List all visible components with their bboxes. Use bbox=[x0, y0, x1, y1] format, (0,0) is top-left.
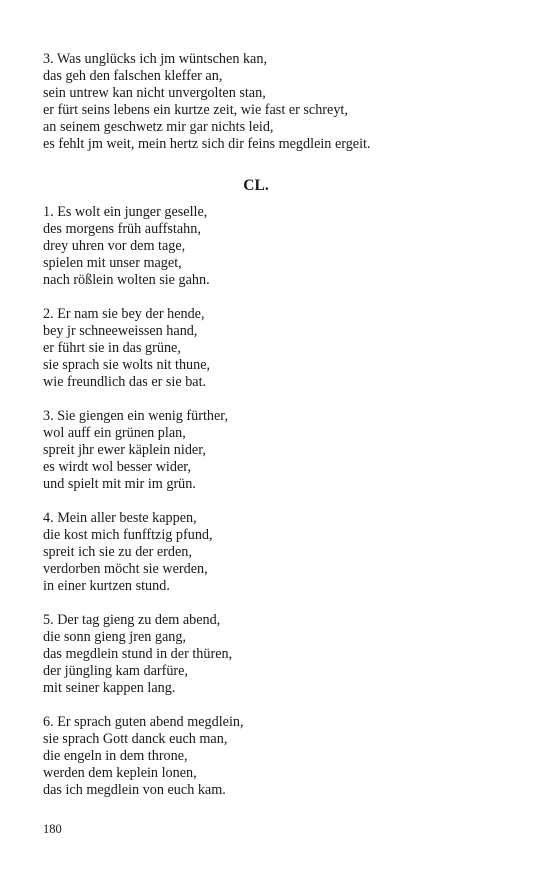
verse-line: 2. Er nam sie bey der hende, bbox=[43, 306, 205, 322]
verse-line: mit seiner kappen lang. bbox=[43, 680, 176, 696]
verse-line: die sonn gieng jren gang, bbox=[43, 629, 187, 645]
verse-line: 3. Was unglücks ich jm wüntschen kan, bbox=[43, 51, 267, 67]
stanza-4 bbox=[43, 510, 513, 595]
verse-line: wie freundlich das er sie bat. bbox=[43, 374, 207, 390]
page-body bbox=[43, 51, 513, 799]
previous-song-stanza-3 bbox=[43, 51, 513, 153]
verse-line: an seinem geschwetz mir gar nichts leid, bbox=[43, 119, 274, 135]
page-number: 180 bbox=[43, 822, 62, 836]
verse-line: bey jr schneeweissen hand, bbox=[43, 323, 198, 339]
verse-line: 4. Mein aller beste kappen, bbox=[43, 510, 197, 526]
verse-line: es fehlt jm weit, mein hertz sich dir feins megdlein ergeit. bbox=[43, 136, 371, 152]
verse-line: und spielt mit mir im grün. bbox=[43, 476, 196, 492]
verse-line: wol auff ein grünen plan, bbox=[43, 425, 186, 441]
verse-line: 3. Sie giengen ein wenig fürther, bbox=[43, 408, 228, 424]
verse-line: die kost mich funfftzig pfund, bbox=[43, 527, 213, 543]
verse-line: in einer kurtzen stund. bbox=[43, 578, 170, 594]
verse-line: sie sprach sie wolts nit thune, bbox=[43, 357, 211, 373]
verse-line: der jüngling kam darfüre, bbox=[43, 663, 188, 679]
stanza-2 bbox=[43, 306, 513, 391]
verse-line: drey uhren vor dem tage, bbox=[43, 238, 186, 254]
verse-line: nach rößlein wolten sie gahn. bbox=[43, 272, 210, 288]
stanza-3 bbox=[43, 408, 513, 493]
verse-line: werden dem keplein lonen, bbox=[43, 765, 197, 781]
verse-line: die engeln in dem throne, bbox=[43, 748, 188, 764]
verse-line: das geh den falschen kleffer an, bbox=[43, 68, 223, 84]
stanza-1 bbox=[43, 204, 513, 289]
song-number-heading: CL. bbox=[243, 177, 269, 194]
verse-line: er fürt seins lebens ein kurtze zeit, wie fast er schreyt, bbox=[43, 102, 348, 118]
verse-line: es wirdt wol besser wider, bbox=[43, 459, 191, 475]
verse-line: 6. Er sprach guten abend megdlein, bbox=[43, 714, 244, 730]
verse-line: des morgens früh auffstahn, bbox=[43, 221, 201, 237]
stanza-6 bbox=[43, 714, 513, 799]
verse-line: spreit ich sie zu der erden, bbox=[43, 544, 192, 560]
verse-line: 1. Es wolt ein junger geselle, bbox=[43, 204, 208, 220]
verse-line: sie sprach Gott danck euch man, bbox=[43, 731, 228, 747]
verse-line: er führt sie in das grüne, bbox=[43, 340, 181, 356]
stanza-5 bbox=[43, 612, 513, 697]
verse-line: spreit jhr ewer käplein nider, bbox=[43, 442, 206, 458]
verse-line: das ich megdlein von euch kam. bbox=[43, 782, 226, 798]
verse-line: das megdlein stund in der thüren, bbox=[43, 646, 233, 662]
verse-line: sein untrew kan nicht unvergolten stan, bbox=[43, 85, 266, 101]
verse-line: verdorben möcht sie werden, bbox=[43, 561, 208, 577]
verse-line: 5. Der tag gieng zu dem abend, bbox=[43, 612, 221, 628]
verse-line: spielen mit unser maget, bbox=[43, 255, 182, 271]
